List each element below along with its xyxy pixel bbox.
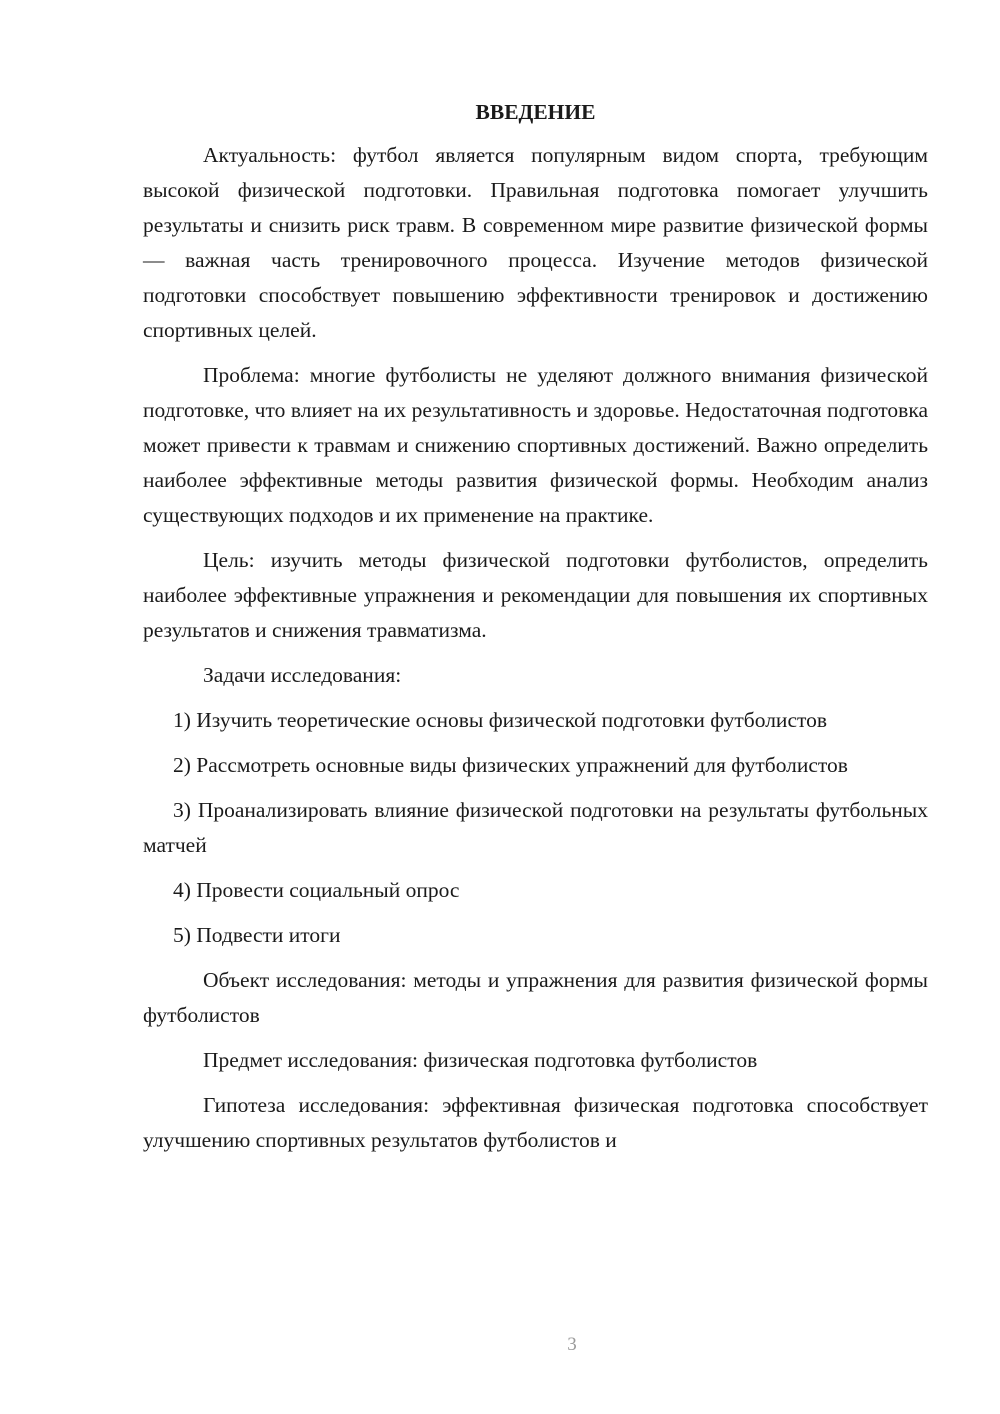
- list-item-task-3: 3) Проанализировать влияние физической подготовки на результаты футбольных матчей: [143, 798, 928, 857]
- paragraph-subject: Предмет исследования: физическая подготовка футболистов: [203, 1048, 758, 1072]
- paragraph-problem: Проблема: многие футболисты не уделяют должного внимания физической подготовке, что влияет на их результативность и здоровье. Недостаточная подготовка может привести к травмам и снижению спортивных достижений. Важно определить наиболее эффективные методы развития физической формы. Необходим анализ существующих подходов и их применение на практике.: [143, 363, 928, 527]
- page-title: ВВЕДЕНИЕ: [475, 100, 596, 124]
- tasks-heading: Задачи исследования:: [203, 663, 402, 687]
- page-content: [143, 96, 928, 1168]
- page-number: 3: [567, 1334, 577, 1355]
- paragraph-hypothesis: Гипотеза исследования: эффективная физическая подготовка способствует улучшению спортивных результатов футболистов и: [143, 1093, 928, 1152]
- paragraph-relevance: Актуальность: футбол является популярным видом спорта, требующим высокой физической подготовки. Правильная подготовка помогает улучшить результаты и снизить риск травм. В современном мире развитие физической формы — важная часть тренировочного процесса. Изучение методов физической подготовки способствует повышению эффективности тренировок и достижению спортивных целей.: [143, 143, 928, 342]
- list-item-task-5: 5) Подвести итоги: [173, 923, 341, 947]
- paragraph-object: Объект исследования: методы и упражнения для развития физической формы футболистов: [143, 968, 928, 1027]
- list-item-task-4: 4) Провести социальный опрос: [173, 878, 460, 902]
- list-item-task-1: 1) Изучить теоретические основы физической подготовки футболистов: [173, 708, 827, 732]
- paragraph-goal: Цель: изучить методы физической подготовки футболистов, определить наиболее эффективные упражнения и рекомендации для повышения их спортивных результатов и снижения травматизма.: [143, 548, 928, 642]
- list-item-task-2: 2) Рассмотреть основные виды физических упражнений для футболистов: [173, 753, 848, 777]
